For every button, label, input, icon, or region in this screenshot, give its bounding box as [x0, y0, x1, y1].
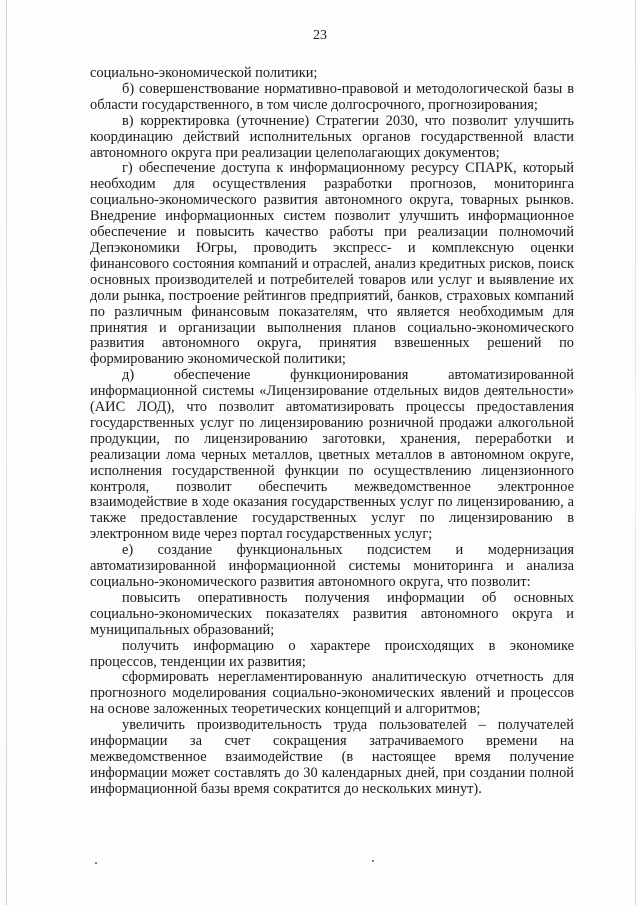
scan-edge-left — [6, 0, 7, 905]
paragraph-continuation: социально-экономической политики; — [90, 65, 318, 81]
paragraph-item-g: г) обеспечение доступа к информационному ресурсу СПАРК, который необходим для осуществления разработки прогнозов, мониторинга социально-экономического развития автономного округа, товарных рынков. Внедрение информационных систем позволит улучшить информационное обеспечение и повысить качество работы при реализации полномочий Депэкономики Югры, проводить экспресс- и комплексную оценки финансового состояния компаний и отраслей, анализ кредитных рисков, поиск основных производителей и потребителей товаров или услуг и выявление их доли рынка, построение рейтингов предприятий, банков, страховых компаний по различным финансовым показателям, что является необходимым для принятия и организации выполнения планов социально-экономического развития автономного округа, принятия взвешенных решений по формированию экономической политики; — [90, 160, 574, 368]
scan-speck — [95, 862, 97, 864]
page-number: 23 — [313, 28, 327, 43]
scan-speck — [372, 860, 374, 862]
paragraph-item-d: д) обеспечение функционирования автоматизированной информационной системы «Лицензирование отдельных видов деятельности» (АИС ЛОД), что позволит автоматизировать процессы предоставления государственных услуг по лицензированию розничной продажи алкогольной продукции, по лицензированию заготовки, хранения, переработки и реализации лома черных металлов, цветных металлов в автономном округе, исполнения государственной функции по осуществлению лицензионного контроля, позволит обеспечить межведомственное электронное взаимодействие в ходе оказания государственных услуг по лицензированию, а также предоставление государственных услуг по лицензированию в электронном виде через портал государственных услуг; — [90, 367, 574, 543]
paragraph-item-e: е) создание функциональных подсистем и модернизация автоматизированной информационной системы мониторинга и анализа социально-экономического развития автономного округа, что позволит: — [90, 542, 574, 590]
paragraph-subitem-4: увеличить производительность труда пользователей – получателей информации за счет сокращения затрачиваемого времени на межведомственное взаимодействие (в настоящее время получение информации может составлять до 30 календарных дней, при создании полной информационной базы время сократится до нескольких минут). — [90, 717, 574, 797]
paragraph-subitem-3: сформировать нерегламентированную аналитическую отчетность для прогнозного моделирования социально-экономических явлений и процессов на основе заложенных теоретических концепций и алгоритмов; — [90, 669, 574, 718]
paragraph-subitem-2: получить информацию о характере происходящих в экономике процессов, тенденции их развития; — [90, 637, 574, 670]
paragraph-subitem-1: повысить оперативность получения информации об основных социально-экономических показателях развития автономного округа и муниципальных образований; — [90, 589, 574, 638]
paragraph-item-v: в) корректировка (уточнение) Стратегии 2030, что позволит улучшить координацию действий исполнительных органов государственной власти автономного округа при реализации целеполагающих документов; — [90, 112, 574, 161]
scan-edge-right — [635, 0, 636, 905]
paragraph-item-b: б) совершенствование нормативно-правовой и методологической базы в области государственного, в том числе долгосрочного, прогнозирования; — [90, 80, 574, 113]
document-body — [90, 66, 574, 798]
